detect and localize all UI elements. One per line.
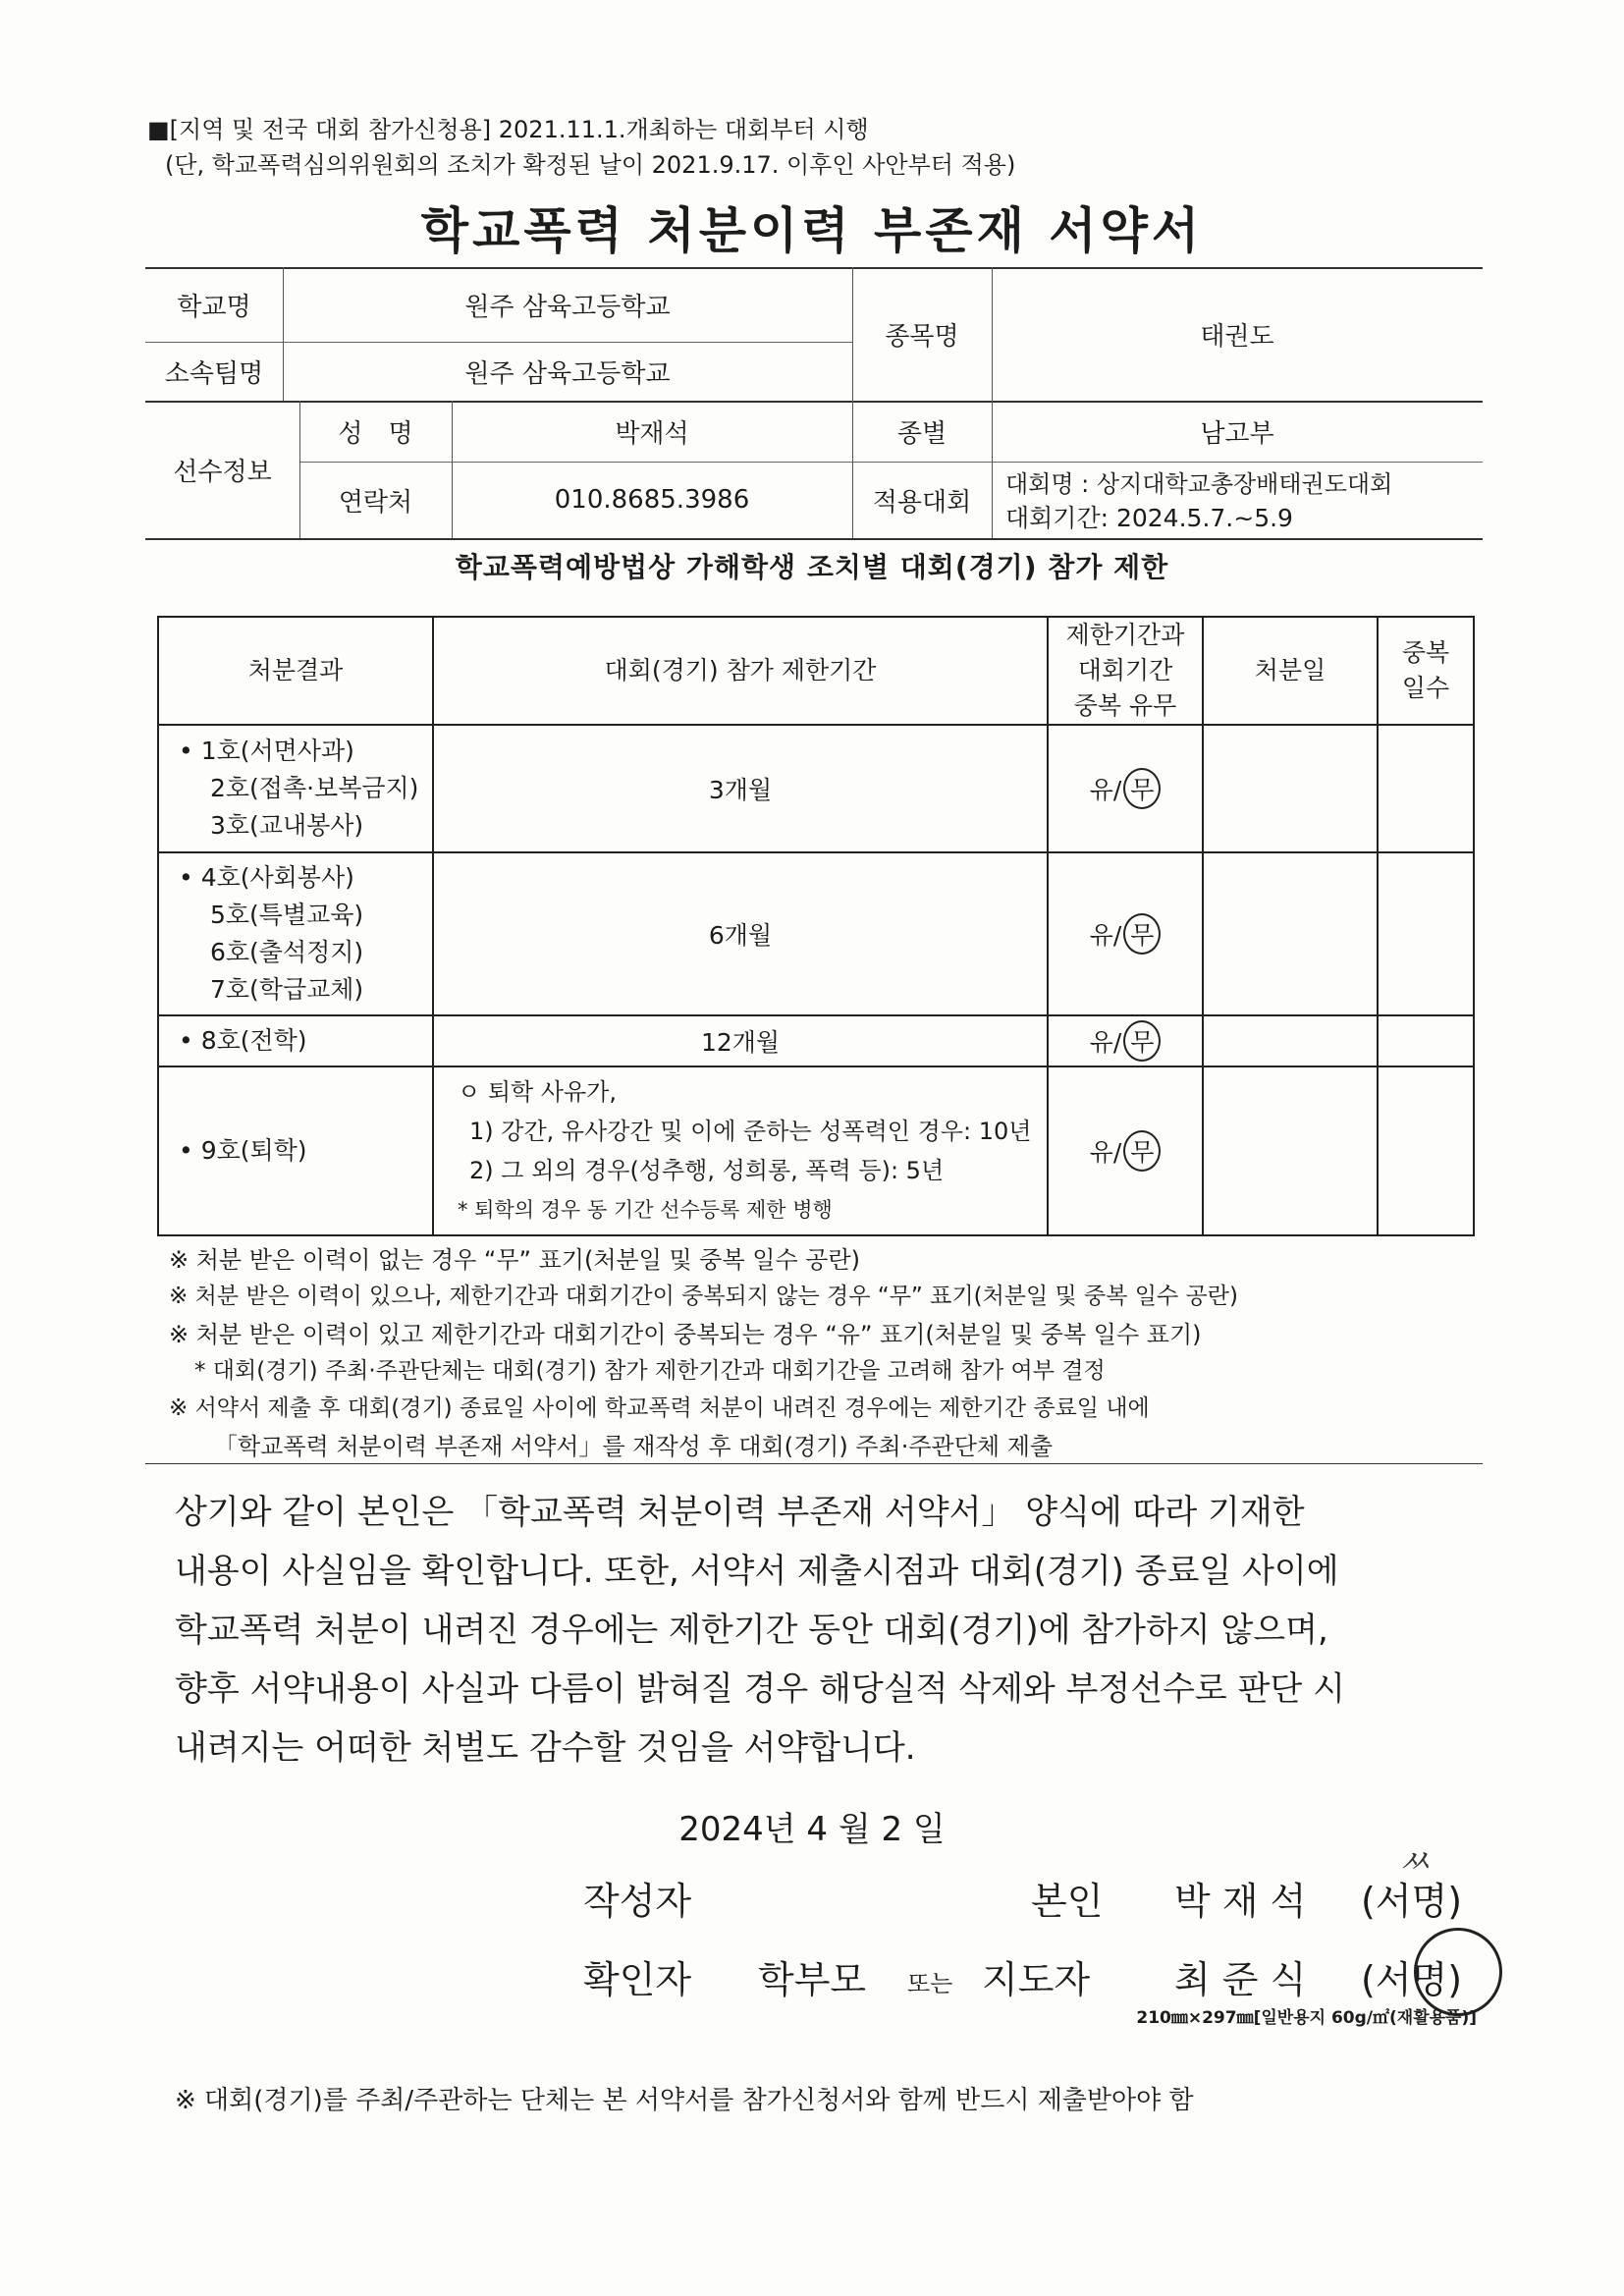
overlap-cell bbox=[1048, 725, 1203, 852]
pledge-line: 상기와 같이 본인은 「학교폭력 처분이력 부존재 서약서」 양식에 따라 기재한 bbox=[175, 1493, 1305, 1532]
team-name-label: 소속팀명 bbox=[164, 358, 264, 389]
contact-label: 연락처 bbox=[338, 487, 413, 518]
team-name-value: 원주 삼육고등학교 bbox=[464, 358, 671, 389]
header-overlap-line2: 대회기간 bbox=[1077, 656, 1173, 684]
overlap-cell bbox=[1048, 1015, 1203, 1066]
result-item: 5호(특별교육) bbox=[210, 901, 364, 929]
sport-label: 종목명 bbox=[885, 321, 959, 352]
expulsion-detail-cell bbox=[433, 1066, 1048, 1235]
footer-note: ※ 대회(경기)를 주최/주관하는 단체는 본 서약서를 참가신청서와 함께 반드시 제출받아야 함 bbox=[175, 2086, 1194, 2115]
contact-value: 010.8685.3986 bbox=[554, 485, 750, 515]
table-row bbox=[158, 1015, 1474, 1066]
overlap-yes-option: 유/ bbox=[1089, 921, 1122, 950]
writer-label: 작성자 bbox=[583, 1880, 692, 1923]
days-cell bbox=[1378, 852, 1474, 1015]
coach-label: 지도자 bbox=[982, 1958, 1091, 2001]
overlap-no-circled: 무 bbox=[1123, 913, 1161, 955]
note-line: ※ 서약서 제출 후 대회(경기) 종료일 사이에 학교폭력 처분이 내려진 경우에는 제한기간 종료일 내에 bbox=[169, 1395, 1150, 1421]
or-label: 또는 bbox=[907, 1970, 953, 1997]
restriction-table bbox=[157, 616, 1475, 1236]
pledge-line: 내용이 사실임을 확인합니다. 또한, 서약서 제출시점과 대회(경기) 종료일 사이에 bbox=[175, 1552, 1339, 1591]
category-label: 종별 bbox=[896, 418, 947, 449]
period-cell: 3개월 bbox=[433, 725, 1048, 852]
event-name: 대회명 : 상지대학교총장배태권도대회 bbox=[1005, 469, 1393, 498]
header-overlap-line3: 중복 유무 bbox=[1073, 691, 1177, 720]
self-sign-suffix: (서명) bbox=[1361, 1880, 1463, 1923]
signing-date: 2024년 4 월 2 일 bbox=[678, 1810, 946, 1849]
result-item: 6호(출석정지) bbox=[210, 938, 364, 966]
note-line: * 대회(경기) 주최·주관단체는 대회(경기) 참가 제한기간과 대회기간을 고려해 참가 여부 결정 bbox=[194, 1358, 1106, 1384]
overlap-yes-option: 유/ bbox=[1089, 776, 1122, 804]
header-days-line1: 중복 bbox=[1401, 638, 1450, 667]
result-cell bbox=[158, 725, 433, 852]
info-bottom-border bbox=[145, 538, 1483, 540]
category-value: 남고부 bbox=[1200, 418, 1274, 449]
pledge-line: 내려지는 어떠한 처벌도 감수할 것임을 서약합니다. bbox=[175, 1728, 916, 1768]
result-item: • 1호(서면사과) bbox=[179, 737, 354, 765]
period-cell: 6개월 bbox=[433, 852, 1048, 1015]
header-notice-line2: (단, 학교폭력심의위원회의 조치가 확정된 날이 2021.9.17. 이후인 사안부터 적용) bbox=[165, 151, 1016, 179]
header-overlap bbox=[1048, 617, 1203, 725]
header-period: 대회(경기) 참가 제한기간 bbox=[433, 617, 1048, 725]
document-title: 학교폭력 처분이력 부존재 서약서 bbox=[420, 202, 1204, 259]
player-name-label: 성 명 bbox=[338, 418, 413, 449]
header-days-line2: 일수 bbox=[1401, 674, 1450, 702]
pledge-line: 향후 서약내용이 사실과 다름이 밝혀질 경우 해당실적 삭제와 부정선수로 판단 시 bbox=[175, 1669, 1345, 1709]
header-notice-line1: ■[지역 및 전국 대회 참가신청용] 2021.11.1.개최하는 대회부터 시행 bbox=[147, 116, 869, 143]
header-date: 처분일 bbox=[1203, 617, 1378, 725]
days-cell bbox=[1378, 725, 1474, 852]
expulsion-detail-line: ㅇ 퇴학 사유가, bbox=[458, 1078, 617, 1106]
notes-bottom-border bbox=[145, 1463, 1483, 1464]
result-item: 2호(접촉·보복금지) bbox=[210, 774, 419, 802]
date-cell bbox=[1203, 1066, 1378, 1235]
note-line: ※ 처분 받은 이력이 없는 경우 “무” 표기(처분일 및 중복 일수 공란) bbox=[169, 1246, 861, 1274]
table-row bbox=[158, 1066, 1474, 1235]
table-row bbox=[158, 852, 1474, 1015]
result-cell bbox=[158, 852, 433, 1015]
player-info-label: 선수정보 bbox=[173, 457, 272, 487]
parent-label: 학부모 bbox=[758, 1958, 867, 2001]
restriction-header-row bbox=[158, 617, 1474, 725]
expulsion-detail-line: 1) 강간, 유사강간 및 이에 준하는 성폭력인 경우: 10년 bbox=[469, 1118, 1032, 1145]
table-row bbox=[158, 725, 1474, 852]
coach-name: 최 준 식 bbox=[1174, 1958, 1307, 2001]
result-item: • 4호(사회봉사) bbox=[179, 863, 354, 892]
overlap-no-circled: 무 bbox=[1123, 1020, 1161, 1062]
handwritten-signature-icon: ㅆ bbox=[1398, 1842, 1431, 1882]
header-result: 처분결과 bbox=[158, 617, 433, 725]
days-cell bbox=[1378, 1066, 1474, 1235]
overlap-no-circled: 무 bbox=[1123, 768, 1161, 809]
date-cell bbox=[1203, 725, 1378, 852]
header-days bbox=[1378, 617, 1474, 725]
date-cell bbox=[1203, 1015, 1378, 1066]
header-overlap-line1: 제한기간과 bbox=[1065, 621, 1185, 649]
overlap-cell bbox=[1048, 852, 1203, 1015]
school-name-value: 원주 삼육고등학교 bbox=[464, 292, 671, 322]
confirmer-label: 확인자 bbox=[583, 1958, 692, 2001]
sport-value: 태권도 bbox=[1200, 321, 1274, 352]
result-cell: • 8호(전학) bbox=[158, 1015, 433, 1066]
days-cell bbox=[1378, 1015, 1474, 1066]
period-cell: 12개월 bbox=[433, 1015, 1048, 1066]
school-name-label: 학교명 bbox=[177, 292, 251, 322]
paper-spec: 210㎜×297㎜[일반용지 60g/㎡(재활용품)] bbox=[1136, 2008, 1477, 2028]
event-period: 대회기간: 2024.5.7.~5.9 bbox=[1005, 504, 1293, 532]
pledge-line: 학교폭력 처분이 내려진 경우에는 제한기간 동안 대회(경기)에 참가하지 않으며, bbox=[175, 1611, 1328, 1650]
note-line: ※ 처분 받은 이력이 있고 제한기간과 대회기간이 중복되는 경우 “유” 표기(처분일 및 중복 일수 표기) bbox=[169, 1321, 1202, 1348]
expulsion-detail-line: 2) 그 외의 경우(성추행, 성희롱, 폭력 등): 5년 bbox=[469, 1157, 945, 1184]
overlap-yes-option: 유/ bbox=[1089, 1028, 1122, 1057]
self-name: 박 재 석 bbox=[1174, 1880, 1307, 1923]
expulsion-detail-line: * 퇴학의 경우 동 기간 선수등록 제한 병행 bbox=[458, 1198, 833, 1222]
coach-sign-suffix: (서명) bbox=[1361, 1958, 1463, 2001]
pledge-paragraph bbox=[175, 1483, 1481, 1777]
restriction-subtitle: 학교폭력예방법상 가해학생 조치별 대회(경기) 참가 제한 bbox=[455, 551, 1169, 583]
self-label: 본인 bbox=[1031, 1880, 1104, 1923]
note-line: ※ 처분 받은 이력이 있으나, 제한기간과 대회기간이 중복되지 않는 경우 “무” 표기(처분일 및 중복 일수 공란) bbox=[169, 1284, 1238, 1309]
date-cell bbox=[1203, 852, 1378, 1015]
result-cell: • 9호(퇴학) bbox=[158, 1066, 433, 1235]
overlap-no-circled: 무 bbox=[1123, 1130, 1161, 1172]
overlap-cell bbox=[1048, 1066, 1203, 1235]
result-item: 3호(교내봉사) bbox=[210, 811, 364, 840]
player-name-value: 박재석 bbox=[615, 418, 689, 449]
event-label: 적용대회 bbox=[872, 487, 972, 518]
note-line: 「학교폭력 처분이력 부존재 서약서」를 재작성 후 대회(경기) 주최·주관단체 제출 bbox=[214, 1433, 1054, 1460]
overlap-yes-option: 유/ bbox=[1089, 1138, 1122, 1167]
result-item: 7호(학급교체) bbox=[210, 975, 364, 1004]
